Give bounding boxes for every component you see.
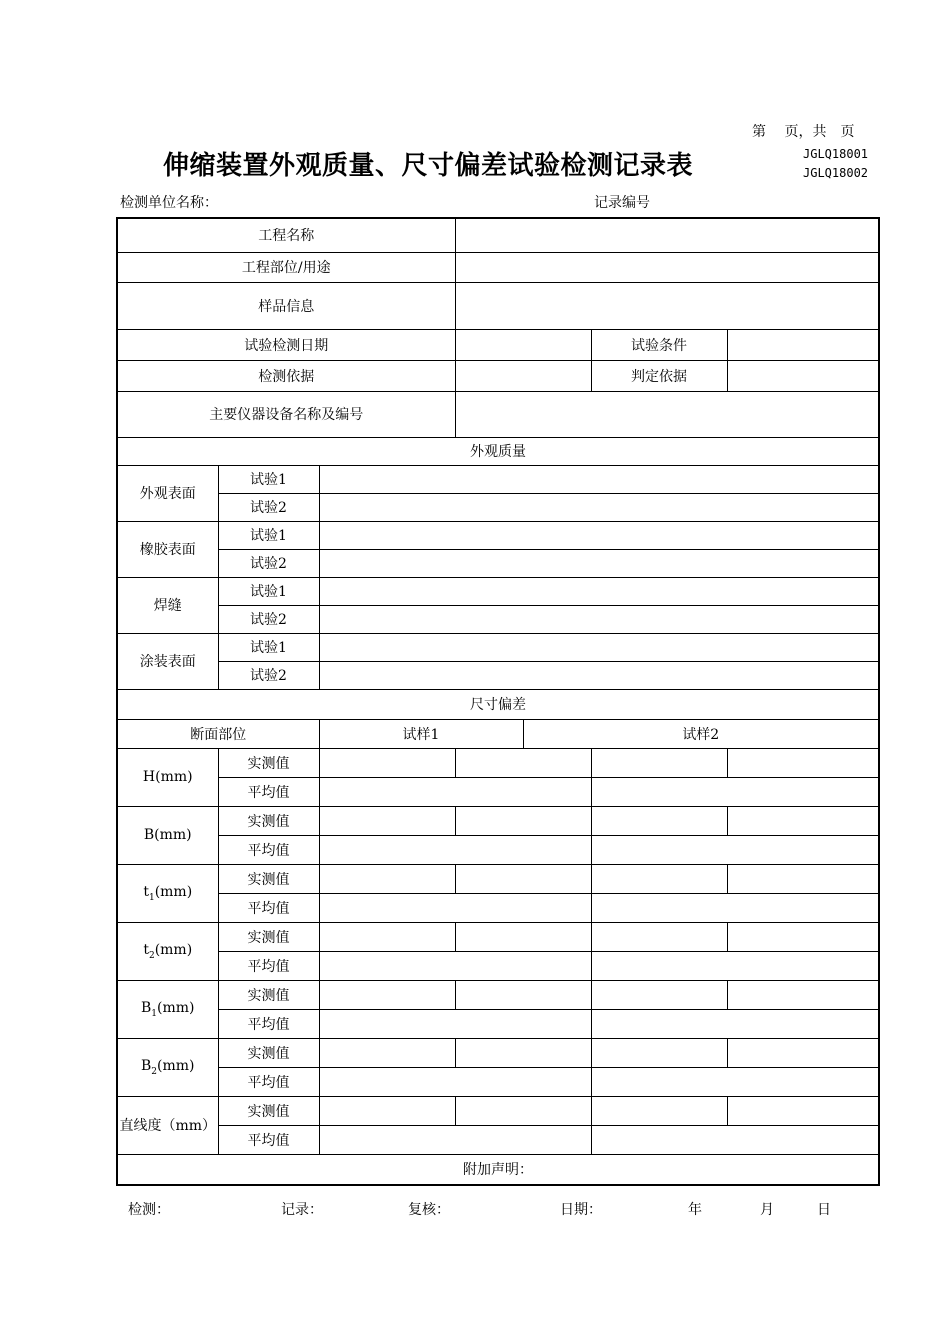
dimension-unit: (mm) — [154, 941, 193, 958]
sample2-measure-b[interactable] — [727, 864, 879, 893]
form-code-1: JGLQ18001 — [803, 147, 869, 161]
record-table — [116, 217, 880, 1186]
sample2-measure-b[interactable] — [727, 806, 879, 835]
dimension-row-label — [117, 1038, 218, 1096]
form-code-2: JGLQ18002 — [803, 166, 869, 180]
appearance-test-label: 试验2 — [218, 493, 319, 521]
sample2-measure-b[interactable] — [727, 748, 879, 777]
sample1-measure-b[interactable] — [455, 922, 591, 951]
sample1-measure-b[interactable] — [455, 1038, 591, 1067]
project-name-label: 工程名称 — [117, 218, 455, 252]
appearance-section-header: 外观质量 — [117, 437, 879, 465]
sample2-measure-b[interactable] — [727, 980, 879, 1009]
project-name-field[interactable] — [455, 218, 879, 252]
sample1-measure-a[interactable] — [319, 922, 455, 951]
dimension-section-header: 尺寸偏差 — [117, 689, 879, 719]
page-number: 第 页，共 页 — [752, 124, 855, 140]
measured-label: 实测值 — [218, 1096, 319, 1125]
dimension-unit: (mm) — [157, 1057, 195, 1074]
sample1-average[interactable] — [319, 835, 591, 864]
record-no-label: 记录编号 — [594, 195, 650, 211]
appearance-result-field[interactable] — [319, 521, 879, 549]
test-basis-label: 检测依据 — [117, 360, 455, 391]
sample2-measure-b[interactable] — [727, 922, 879, 951]
sample2-average[interactable] — [591, 777, 879, 806]
sample1-average[interactable] — [319, 1067, 591, 1096]
sample2-average[interactable] — [591, 1067, 879, 1096]
average-label: 平均值 — [218, 1009, 319, 1038]
footer-month: 月 — [760, 1202, 774, 1218]
sample1-average[interactable] — [319, 951, 591, 980]
sample1-measure-b[interactable] — [455, 1096, 591, 1125]
sample2-average[interactable] — [591, 1125, 879, 1154]
test-date-label: 试验检测日期 — [117, 329, 455, 360]
appearance-result-field[interactable] — [319, 549, 879, 577]
dimension-subscript: 2 — [148, 950, 155, 961]
appearance-group-label: 涂装表面 — [117, 633, 218, 689]
section-position-header: 断面部位 — [117, 719, 319, 748]
sample-info-label: 样品信息 — [117, 282, 455, 329]
sample2-average[interactable] — [591, 835, 879, 864]
test-date-field[interactable] — [455, 329, 591, 360]
sample2-measure-a[interactable] — [591, 864, 727, 893]
average-label: 平均值 — [218, 835, 319, 864]
appearance-test-label: 试验1 — [218, 577, 319, 605]
dimension-symbol: B — [140, 999, 152, 1016]
project-part-field[interactable] — [455, 252, 879, 282]
sample1-measure-b[interactable] — [455, 864, 591, 893]
sample1-measure-b[interactable] — [455, 748, 591, 777]
sample2-header: 试样2 — [523, 719, 879, 748]
appearance-test-label: 试验2 — [218, 605, 319, 633]
sample1-average[interactable] — [319, 777, 591, 806]
measured-label: 实测值 — [218, 748, 319, 777]
appearance-group-label: 焊缝 — [117, 577, 218, 633]
average-label: 平均值 — [218, 951, 319, 980]
sample1-measure-a[interactable] — [319, 806, 455, 835]
sample2-average[interactable] — [591, 1009, 879, 1038]
sample2-measure-a[interactable] — [591, 922, 727, 951]
dimension-row-label — [117, 748, 218, 806]
unit-label: 检测单位名称： — [120, 195, 218, 211]
sample1-measure-a[interactable] — [319, 980, 455, 1009]
sample2-measure-b[interactable] — [727, 1038, 879, 1067]
judge-basis-label: 判定依据 — [591, 360, 727, 391]
measured-label: 实测值 — [218, 1038, 319, 1067]
sample2-measure-a[interactable] — [591, 748, 727, 777]
appearance-result-field[interactable] — [319, 493, 879, 521]
dimension-unit: (mm) — [154, 883, 193, 900]
measured-label: 实测值 — [218, 806, 319, 835]
average-label: 平均值 — [218, 893, 319, 922]
average-label: 平均值 — [218, 1067, 319, 1096]
appearance-result-field[interactable] — [319, 661, 879, 689]
test-basis-field[interactable] — [455, 360, 591, 391]
dimension-subscript: 1 — [148, 892, 155, 903]
appearance-test-label: 试验1 — [218, 521, 319, 549]
dimension-unit: (mm) — [155, 769, 193, 785]
sample2-measure-a[interactable] — [591, 806, 727, 835]
appearance-result-field[interactable] — [319, 605, 879, 633]
remarks[interactable]: 附加声明： — [117, 1154, 879, 1185]
dimension-row-label — [117, 1096, 218, 1154]
dimension-symbol: H — [142, 769, 156, 785]
footer-review: 复核： — [408, 1202, 450, 1218]
sample2-average[interactable] — [591, 951, 879, 980]
footer-record: 记录： — [281, 1202, 323, 1218]
dimension-row-label — [117, 806, 218, 864]
appearance-group-label: 橡胶表面 — [117, 521, 218, 577]
sample1-average[interactable] — [319, 893, 591, 922]
test-condition-label: 试验条件 — [591, 329, 727, 360]
dimension-subscript: 2 — [151, 1066, 158, 1077]
sample1-header: 试样1 — [319, 719, 523, 748]
sample2-measure-a[interactable] — [591, 1096, 727, 1125]
dimension-unit: (mm) — [154, 827, 192, 843]
average-label: 平均值 — [218, 777, 319, 806]
sample1-average[interactable] — [319, 1009, 591, 1038]
measured-label: 实测值 — [218, 922, 319, 951]
footer-day: 日 — [817, 1202, 831, 1218]
sample2-average[interactable] — [591, 893, 879, 922]
sample1-measure-a[interactable] — [319, 864, 455, 893]
sample2-measure-a[interactable] — [591, 1038, 727, 1067]
appearance-test-label: 试验2 — [218, 549, 319, 577]
appearance-test-label: 试验1 — [218, 465, 319, 493]
dimension-symbol: t — [143, 883, 149, 900]
dimension-symbol: B — [140, 1057, 152, 1074]
dimension-unit: (mm) — [157, 999, 195, 1016]
sample1-measure-a[interactable] — [319, 748, 455, 777]
dimension-row-label — [117, 864, 218, 922]
sample1-average[interactable] — [319, 1125, 591, 1154]
sample-info-field[interactable] — [455, 282, 879, 329]
appearance-result-field[interactable] — [319, 633, 879, 661]
appearance-group-label: 外观表面 — [117, 465, 218, 521]
appearance-result-field[interactable] — [319, 577, 879, 605]
instruments-label: 主要仪器设备名称及编号 — [117, 391, 455, 437]
sample2-measure-a[interactable] — [591, 980, 727, 1009]
instruments-field[interactable] — [455, 391, 879, 437]
test-condition-field[interactable] — [727, 329, 879, 360]
appearance-result-field[interactable] — [319, 465, 879, 493]
measured-label: 实测值 — [218, 980, 319, 1009]
footer-year: 年 — [688, 1202, 702, 1218]
dimension-row-label — [117, 980, 218, 1038]
sample1-measure-a[interactable] — [319, 1038, 455, 1067]
dimension-symbol: t — [143, 941, 149, 958]
judge-basis-field[interactable] — [727, 360, 879, 391]
sample1-measure-b[interactable] — [455, 806, 591, 835]
sample2-measure-b[interactable] — [727, 1096, 879, 1125]
average-label: 平均值 — [218, 1125, 319, 1154]
dimension-row-label — [117, 922, 218, 980]
footer-inspect: 检测： — [128, 1202, 170, 1218]
appearance-test-label: 试验2 — [218, 661, 319, 689]
dimension-symbol: 直线度（mm） — [119, 1118, 217, 1134]
measured-label: 实测值 — [218, 864, 319, 893]
dimension-subscript: 1 — [151, 1008, 158, 1019]
project-part-label: 工程部位/用途 — [117, 252, 455, 282]
sample1-measure-a[interactable] — [319, 1096, 455, 1125]
sample1-measure-b[interactable] — [455, 980, 591, 1009]
appearance-test-label: 试验1 — [218, 633, 319, 661]
dimension-symbol: B — [143, 827, 155, 843]
page-title: 伸缩装置外观质量、尺寸偏差试验检测记录表 — [163, 151, 694, 181]
footer-date: 日期： — [560, 1202, 602, 1218]
